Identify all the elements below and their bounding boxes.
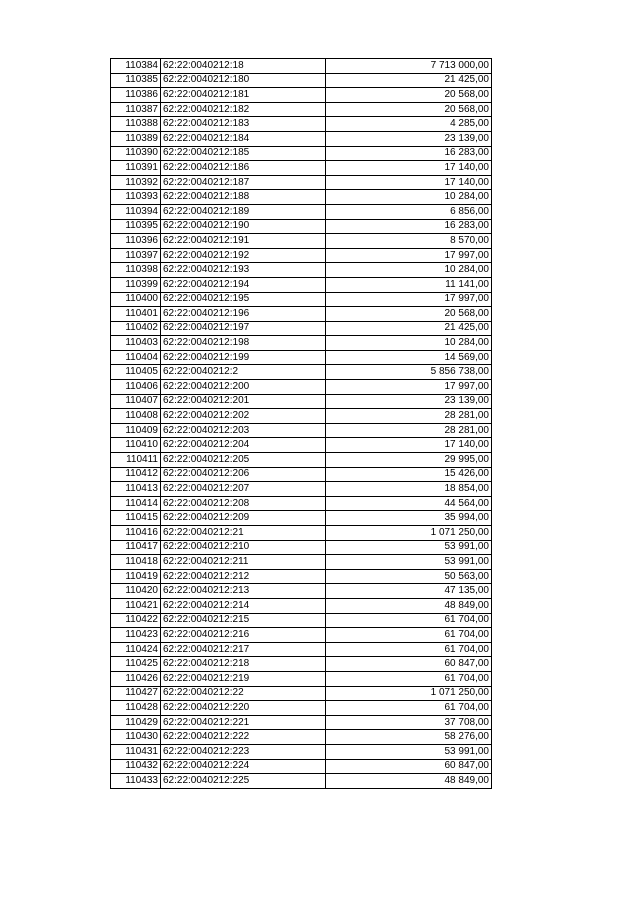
row-number-cell: 110401	[111, 307, 161, 322]
cadastral-value-cell: 10 284,00	[326, 336, 492, 351]
cadastral-value-cell: 21 425,00	[326, 73, 492, 88]
cadastral-number-cell: 62:22:0040212:207	[161, 482, 326, 497]
table-row	[111, 774, 492, 789]
cadastral-number-cell: 62:22:0040212:212	[161, 569, 326, 584]
table-row	[111, 569, 492, 584]
row-number-cell: 110400	[111, 292, 161, 307]
cadastral-value-cell: 1 071 250,00	[326, 686, 492, 701]
row-number-cell: 110430	[111, 730, 161, 745]
table-row	[111, 511, 492, 526]
cadastral-value-cell: 18 854,00	[326, 482, 492, 497]
cadastral-number-cell: 62:22:0040212:192	[161, 248, 326, 263]
row-number-cell: 110418	[111, 555, 161, 570]
row-number-cell: 110385	[111, 73, 161, 88]
cadastral-value-cell: 16 283,00	[326, 219, 492, 234]
table-row	[111, 263, 492, 278]
cadastral-value-cell: 21 425,00	[326, 321, 492, 336]
table-row	[111, 190, 492, 205]
table-row	[111, 146, 492, 161]
cadastral-value-cell: 17 997,00	[326, 248, 492, 263]
cadastral-number-cell: 62:22:0040212:216	[161, 628, 326, 643]
cadastral-number-cell: 62:22:0040212:210	[161, 540, 326, 555]
cadastral-value-cell: 48 849,00	[326, 774, 492, 789]
cadastral-value-cell: 44 564,00	[326, 496, 492, 511]
cadastral-value-cell: 58 276,00	[326, 730, 492, 745]
cadastral-value-cell: 61 704,00	[326, 642, 492, 657]
cadastral-number-cell: 62:22:0040212:196	[161, 307, 326, 322]
cadastral-number-cell: 62:22:0040212:190	[161, 219, 326, 234]
row-number-cell: 110405	[111, 365, 161, 380]
table-row	[111, 321, 492, 336]
cadastral-value-cell: 60 847,00	[326, 657, 492, 672]
cadastral-number-cell: 62:22:0040212:201	[161, 394, 326, 409]
table-row	[111, 292, 492, 307]
row-number-cell: 110396	[111, 234, 161, 249]
row-number-cell: 110433	[111, 774, 161, 789]
cadastral-number-cell: 62:22:0040212:200	[161, 380, 326, 395]
cadastral-value-cell: 6 856,00	[326, 204, 492, 219]
row-number-cell: 110414	[111, 496, 161, 511]
cadastral-number-cell: 62:22:0040212:193	[161, 263, 326, 278]
cadastral-value-cell: 37 708,00	[326, 715, 492, 730]
cadastral-number-cell: 62:22:0040212:197	[161, 321, 326, 336]
cadastral-number-cell: 62:22:0040212:217	[161, 642, 326, 657]
row-number-cell: 110397	[111, 248, 161, 263]
cadastral-value-cell: 61 704,00	[326, 701, 492, 716]
table-row	[111, 613, 492, 628]
table-row	[111, 59, 492, 74]
row-number-cell: 110421	[111, 598, 161, 613]
cadastral-number-cell: 62:22:0040212:222	[161, 730, 326, 745]
row-number-cell: 110424	[111, 642, 161, 657]
cadastral-number-cell: 62:22:0040212:187	[161, 175, 326, 190]
cadastral-value-cell: 8 570,00	[326, 234, 492, 249]
cadastral-number-cell: 62:22:0040212:205	[161, 453, 326, 468]
table-row	[111, 219, 492, 234]
cadastral-number-cell: 62:22:0040212:218	[161, 657, 326, 672]
cadastral-number-cell: 62:22:0040212:191	[161, 234, 326, 249]
cadastral-value-cell: 35 994,00	[326, 511, 492, 526]
table-row	[111, 657, 492, 672]
table-row	[111, 73, 492, 88]
cadastral-value-cell: 17 997,00	[326, 380, 492, 395]
table-row	[111, 526, 492, 541]
table-row	[111, 759, 492, 774]
table-row	[111, 234, 492, 249]
cadastral-value-cell: 61 704,00	[326, 628, 492, 643]
table-row	[111, 175, 492, 190]
cadastral-value-cell: 47 135,00	[326, 584, 492, 599]
table-row	[111, 555, 492, 570]
row-number-cell: 110389	[111, 131, 161, 146]
cadastral-number-cell: 62:22:0040212:184	[161, 131, 326, 146]
cadastral-value-cell: 17 140,00	[326, 161, 492, 176]
cadastral-value-cell: 53 991,00	[326, 744, 492, 759]
row-number-cell: 110412	[111, 467, 161, 482]
row-number-cell: 110407	[111, 394, 161, 409]
table-row	[111, 686, 492, 701]
cadastral-number-cell: 62:22:0040212:194	[161, 277, 326, 292]
cadastral-number-cell: 62:22:0040212:208	[161, 496, 326, 511]
row-number-cell: 110417	[111, 540, 161, 555]
row-number-cell: 110386	[111, 88, 161, 103]
cadastral-value-cell: 17 997,00	[326, 292, 492, 307]
cadastral-number-cell: 62:22:0040212:18	[161, 59, 326, 74]
cadastral-number-cell: 62:22:0040212:203	[161, 423, 326, 438]
row-number-cell: 110413	[111, 482, 161, 497]
cadastral-value-cell: 23 139,00	[326, 394, 492, 409]
table-row	[111, 482, 492, 497]
row-number-cell: 110411	[111, 453, 161, 468]
row-number-cell: 110426	[111, 671, 161, 686]
cadastral-value-cell: 60 847,00	[326, 759, 492, 774]
cadastral-value-cell: 4 285,00	[326, 117, 492, 132]
cadastral-value-cell: 50 563,00	[326, 569, 492, 584]
cadastral-value-cell: 48 849,00	[326, 598, 492, 613]
cadastral-value-cell: 17 140,00	[326, 175, 492, 190]
table-row	[111, 540, 492, 555]
table-row	[111, 730, 492, 745]
cadastral-number-cell: 62:22:0040212:186	[161, 161, 326, 176]
table-row	[111, 701, 492, 716]
cadastral-number-cell: 62:22:0040212:211	[161, 555, 326, 570]
row-number-cell: 110404	[111, 350, 161, 365]
cadastral-number-cell: 62:22:0040212:215	[161, 613, 326, 628]
cadastral-value-cell: 15 426,00	[326, 467, 492, 482]
table-row	[111, 628, 492, 643]
table-row	[111, 438, 492, 453]
cadastral-number-cell: 62:22:0040212:206	[161, 467, 326, 482]
table-row	[111, 131, 492, 146]
table-row	[111, 642, 492, 657]
cadastral-value-cell: 61 704,00	[326, 613, 492, 628]
row-number-cell: 110394	[111, 204, 161, 219]
table-row	[111, 365, 492, 380]
cadastral-number-cell: 62:22:0040212:182	[161, 102, 326, 117]
cadastral-value-cell: 11 141,00	[326, 277, 492, 292]
table-row	[111, 584, 492, 599]
cadastral-number-cell: 62:22:0040212:21	[161, 526, 326, 541]
cadastral-value-cell: 5 856 738,00	[326, 365, 492, 380]
row-number-cell: 110419	[111, 569, 161, 584]
row-number-cell: 110423	[111, 628, 161, 643]
cadastral-value-cell: 53 991,00	[326, 540, 492, 555]
row-number-cell: 110429	[111, 715, 161, 730]
cadastral-number-cell: 62:22:0040212:224	[161, 759, 326, 774]
cadastral-number-cell: 62:22:0040212:209	[161, 511, 326, 526]
row-number-cell: 110399	[111, 277, 161, 292]
table-row	[111, 204, 492, 219]
row-number-cell: 110384	[111, 59, 161, 74]
cadastral-number-cell: 62:22:0040212:213	[161, 584, 326, 599]
row-number-cell: 110431	[111, 744, 161, 759]
row-number-cell: 110408	[111, 409, 161, 424]
row-number-cell: 110402	[111, 321, 161, 336]
table-row	[111, 307, 492, 322]
cadastral-number-cell: 62:22:0040212:223	[161, 744, 326, 759]
table-row	[111, 744, 492, 759]
cadastral-value-cell: 20 568,00	[326, 102, 492, 117]
table-row	[111, 102, 492, 117]
row-number-cell: 110395	[111, 219, 161, 234]
table-row	[111, 715, 492, 730]
cadastral-number-cell: 62:22:0040212:220	[161, 701, 326, 716]
table-row	[111, 671, 492, 686]
table-row	[111, 598, 492, 613]
cadastral-number-cell: 62:22:0040212:181	[161, 88, 326, 103]
table-row	[111, 161, 492, 176]
cadastral-number-cell: 62:22:0040212:2	[161, 365, 326, 380]
cadastral-number-cell: 62:22:0040212:225	[161, 774, 326, 789]
cadastral-number-cell: 62:22:0040212:180	[161, 73, 326, 88]
row-number-cell: 110416	[111, 526, 161, 541]
cadastral-number-cell: 62:22:0040212:189	[161, 204, 326, 219]
cadastral-value-table	[110, 58, 492, 789]
row-number-cell: 110393	[111, 190, 161, 205]
cadastral-value-cell: 7 713 000,00	[326, 59, 492, 74]
cadastral-value-cell: 10 284,00	[326, 190, 492, 205]
cadastral-number-cell: 62:22:0040212:204	[161, 438, 326, 453]
row-number-cell: 110398	[111, 263, 161, 278]
row-number-cell: 110422	[111, 613, 161, 628]
cadastral-value-cell: 20 568,00	[326, 88, 492, 103]
cadastral-number-cell: 62:22:0040212:221	[161, 715, 326, 730]
cadastral-number-cell: 62:22:0040212:195	[161, 292, 326, 307]
table-row	[111, 277, 492, 292]
row-number-cell: 110391	[111, 161, 161, 176]
cadastral-value-cell: 10 284,00	[326, 263, 492, 278]
table-row	[111, 409, 492, 424]
cadastral-number-cell: 62:22:0040212:198	[161, 336, 326, 351]
cadastral-value-cell: 23 139,00	[326, 131, 492, 146]
row-number-cell: 110420	[111, 584, 161, 599]
cadastral-number-cell: 62:22:0040212:183	[161, 117, 326, 132]
cadastral-value-cell: 20 568,00	[326, 307, 492, 322]
cadastral-number-cell: 62:22:0040212:199	[161, 350, 326, 365]
row-number-cell: 110388	[111, 117, 161, 132]
cadastral-value-cell: 61 704,00	[326, 671, 492, 686]
row-number-cell: 110410	[111, 438, 161, 453]
row-number-cell: 110425	[111, 657, 161, 672]
table-row	[111, 496, 492, 511]
cadastral-value-cell: 16 283,00	[326, 146, 492, 161]
row-number-cell: 110406	[111, 380, 161, 395]
row-number-cell: 110432	[111, 759, 161, 774]
table-body	[111, 59, 492, 789]
row-number-cell: 110403	[111, 336, 161, 351]
table-row	[111, 453, 492, 468]
cadastral-value-cell: 53 991,00	[326, 555, 492, 570]
table-row	[111, 380, 492, 395]
table-row	[111, 248, 492, 263]
cadastral-value-cell: 17 140,00	[326, 438, 492, 453]
cadastral-value-cell: 28 281,00	[326, 409, 492, 424]
cadastral-value-cell: 28 281,00	[326, 423, 492, 438]
cadastral-value-cell: 29 995,00	[326, 453, 492, 468]
row-number-cell: 110392	[111, 175, 161, 190]
table-row	[111, 467, 492, 482]
table-row	[111, 88, 492, 103]
cadastral-number-cell: 62:22:0040212:22	[161, 686, 326, 701]
table-row	[111, 394, 492, 409]
cadastral-number-cell: 62:22:0040212:188	[161, 190, 326, 205]
cadastral-value-cell: 1 071 250,00	[326, 526, 492, 541]
table-row	[111, 336, 492, 351]
table-row	[111, 350, 492, 365]
row-number-cell: 110428	[111, 701, 161, 716]
cadastral-number-cell: 62:22:0040212:214	[161, 598, 326, 613]
table-row	[111, 117, 492, 132]
cadastral-value-cell: 14 569,00	[326, 350, 492, 365]
row-number-cell: 110390	[111, 146, 161, 161]
row-number-cell: 110415	[111, 511, 161, 526]
cadastral-number-cell: 62:22:0040212:219	[161, 671, 326, 686]
cadastral-number-cell: 62:22:0040212:202	[161, 409, 326, 424]
row-number-cell: 110427	[111, 686, 161, 701]
cadastral-number-cell: 62:22:0040212:185	[161, 146, 326, 161]
row-number-cell: 110387	[111, 102, 161, 117]
table-row	[111, 423, 492, 438]
row-number-cell: 110409	[111, 423, 161, 438]
